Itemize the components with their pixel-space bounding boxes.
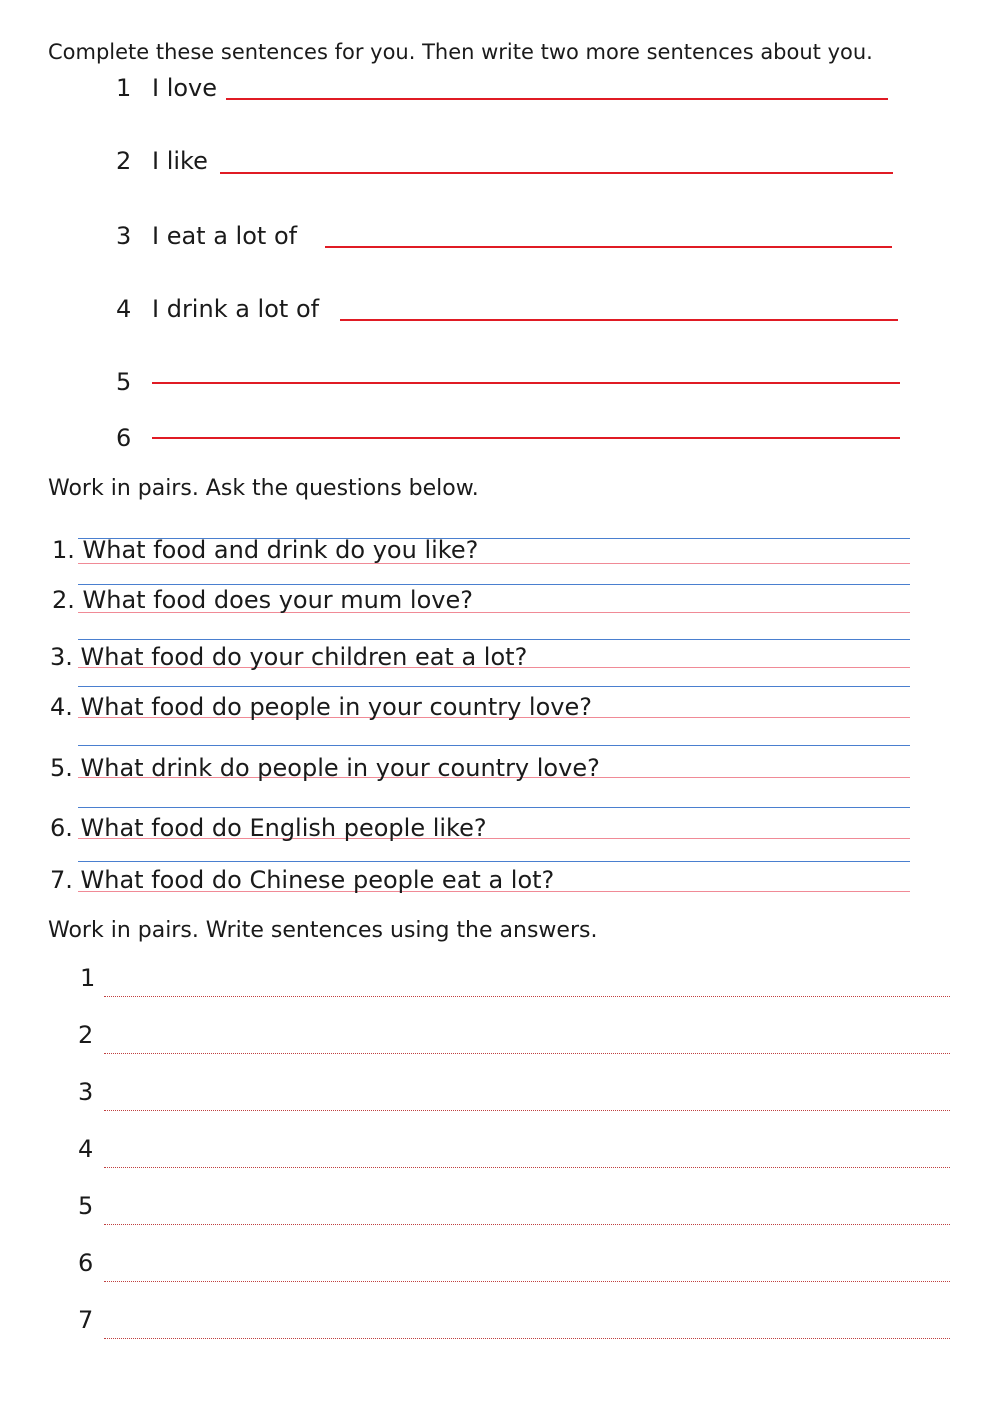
question-6: 6. What food do English people like?	[50, 814, 487, 842]
answer-line-5[interactable]	[152, 382, 900, 384]
sentence-number: 3	[116, 222, 132, 250]
ruled-line	[78, 686, 910, 687]
instruction-write-sentences: Work in pairs. Write sentences using the answers.	[48, 918, 598, 943]
sentence-number: 5	[116, 368, 132, 396]
instruction-complete-sentences: Complete these sentences for you. Then write two more sentences about you.	[48, 40, 873, 64]
sentence-stem: I love	[152, 74, 218, 102]
answer-line-2[interactable]	[220, 172, 893, 174]
question-1: 1. What food and drink do you like?	[52, 536, 479, 564]
writing-line-1[interactable]	[104, 996, 950, 997]
question-3: 3. What food do your children eat a lot?	[50, 643, 528, 671]
sentence-number: 6	[116, 424, 132, 452]
question-2: 2. What food does your mum love?	[52, 586, 473, 614]
instruction-ask-questions: Work in pairs. Ask the questions below.	[48, 476, 479, 501]
ruled-line	[78, 745, 910, 746]
answer-number: 6	[78, 1249, 94, 1277]
writing-line-3[interactable]	[104, 1110, 950, 1111]
sentence-number: 1	[116, 74, 132, 102]
writing-line-7[interactable]	[104, 1338, 950, 1339]
answer-line-3[interactable]	[325, 246, 892, 248]
writing-line-4[interactable]	[104, 1167, 950, 1168]
question-7: 7. What food do Chinese people eat a lot?	[50, 866, 555, 894]
ruled-line	[78, 861, 910, 862]
ruled-line	[78, 584, 910, 585]
sentence-number: 2	[116, 147, 132, 175]
answer-number: 3	[78, 1078, 94, 1106]
answer-number: 5	[78, 1192, 94, 1220]
writing-line-5[interactable]	[104, 1224, 950, 1225]
answer-line-1[interactable]	[226, 98, 888, 100]
answer-number: 1	[80, 964, 96, 992]
question-4: 4. What food do people in your country love?	[50, 693, 592, 721]
sentence-stem: I drink a lot of	[152, 295, 320, 323]
sentence-stem: I like	[152, 147, 208, 175]
answer-number: 4	[78, 1135, 94, 1163]
answer-number: 7	[78, 1306, 94, 1334]
sentence-number: 4	[116, 295, 132, 323]
ruled-line	[78, 639, 910, 640]
writing-line-6[interactable]	[104, 1281, 950, 1282]
ruled-line	[78, 807, 910, 808]
answer-number: 2	[78, 1021, 94, 1049]
writing-line-2[interactable]	[104, 1053, 950, 1054]
answer-line-4[interactable]	[340, 319, 898, 321]
answer-line-6[interactable]	[152, 437, 900, 439]
question-5: 5. What drink do people in your country love?	[50, 754, 600, 782]
sentence-stem: I eat a lot of	[152, 222, 298, 250]
